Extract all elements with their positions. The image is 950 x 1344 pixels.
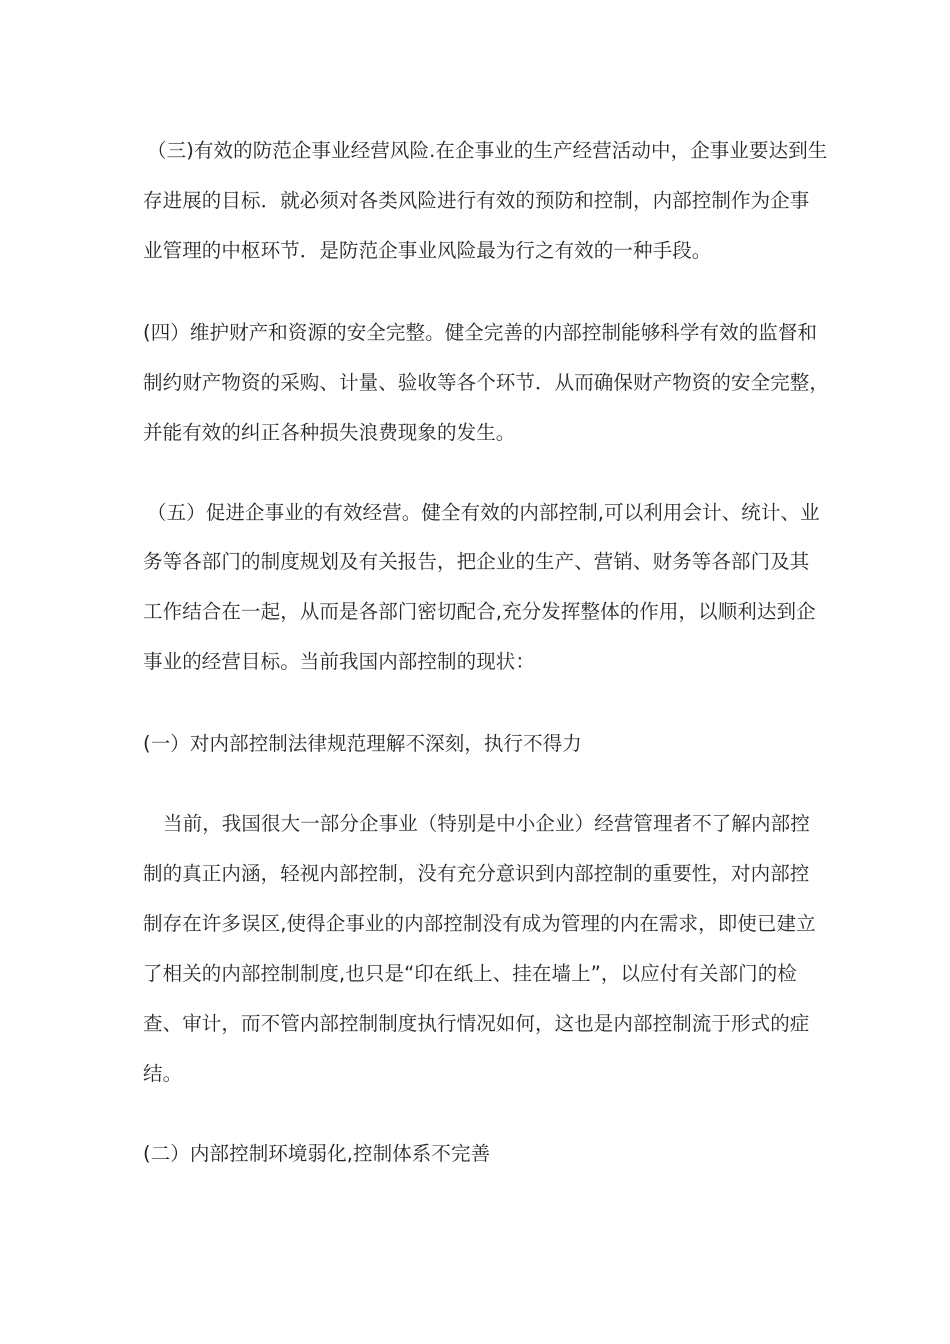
text-line: 当前，我国很大一部分企事业（特别是中小企业）经营管理者不了解内部控 bbox=[163, 812, 810, 835]
text-line: （三)有效的防范企事业经营风险.在企事业的生产经营活动中，企事业要达到生 bbox=[147, 139, 828, 162]
text-line: (四）维护财产和资源的安全完整。健全完善的内部控制能够科学有效的监督和 bbox=[143, 321, 818, 344]
text-line: 业管理的中枢环节．是防范企事业风险最为行之有效的一种手段。 bbox=[143, 239, 712, 262]
text-line: 工作结合在一起，从而是各部门密切配合,充分发挥整体的作用，以顺利达到企 bbox=[143, 600, 816, 623]
text-line: 事业的经营目标。当前我国内部控制的现状： bbox=[143, 650, 536, 673]
text-line: 结。 bbox=[143, 1062, 183, 1085]
section-heading: (一）对内部控制法律规范理解不深刻，执行不得力 bbox=[143, 732, 582, 755]
text-line: 存进展的目标．就必须对各类风险进行有效的预防和控制，内部控制作为企事 bbox=[143, 189, 810, 212]
text-line: （五）促进企事业的有效经营。健全有效的内部控制,可以利用会计、统计、业 bbox=[147, 501, 820, 524]
text-line: 务等各部门的制度规划及有关报告，把企业的生产、营销、财务等各部门及其 bbox=[143, 550, 810, 573]
text-line: 并能有效的纠正各种损失浪费现象的发生。 bbox=[143, 421, 516, 444]
text-line: 制的真正内涵，轻视内部控制，没有充分意识到内部控制的重要性，对内部控 bbox=[143, 862, 810, 885]
section-heading: (二）内部控制环境弱化,控制体系不完善 bbox=[143, 1142, 491, 1165]
text-line: 查、审计，而不管内部控制制度执行情况如何，这也是内部控制流于形式的症 bbox=[143, 1012, 810, 1035]
text-line: 制存在许多误区,使得企事业的内部控制没有成为管理的内在需求，即使已建立 bbox=[143, 912, 816, 935]
text-line: 制约财产物资的采购、计量、验收等各个环节．从而确保财产物资的安全完整， bbox=[143, 371, 830, 394]
text-line: 了相关的内部控制制度,也只是“印在纸上、挂在墙上”，以应付有关部门的检 bbox=[143, 962, 797, 985]
